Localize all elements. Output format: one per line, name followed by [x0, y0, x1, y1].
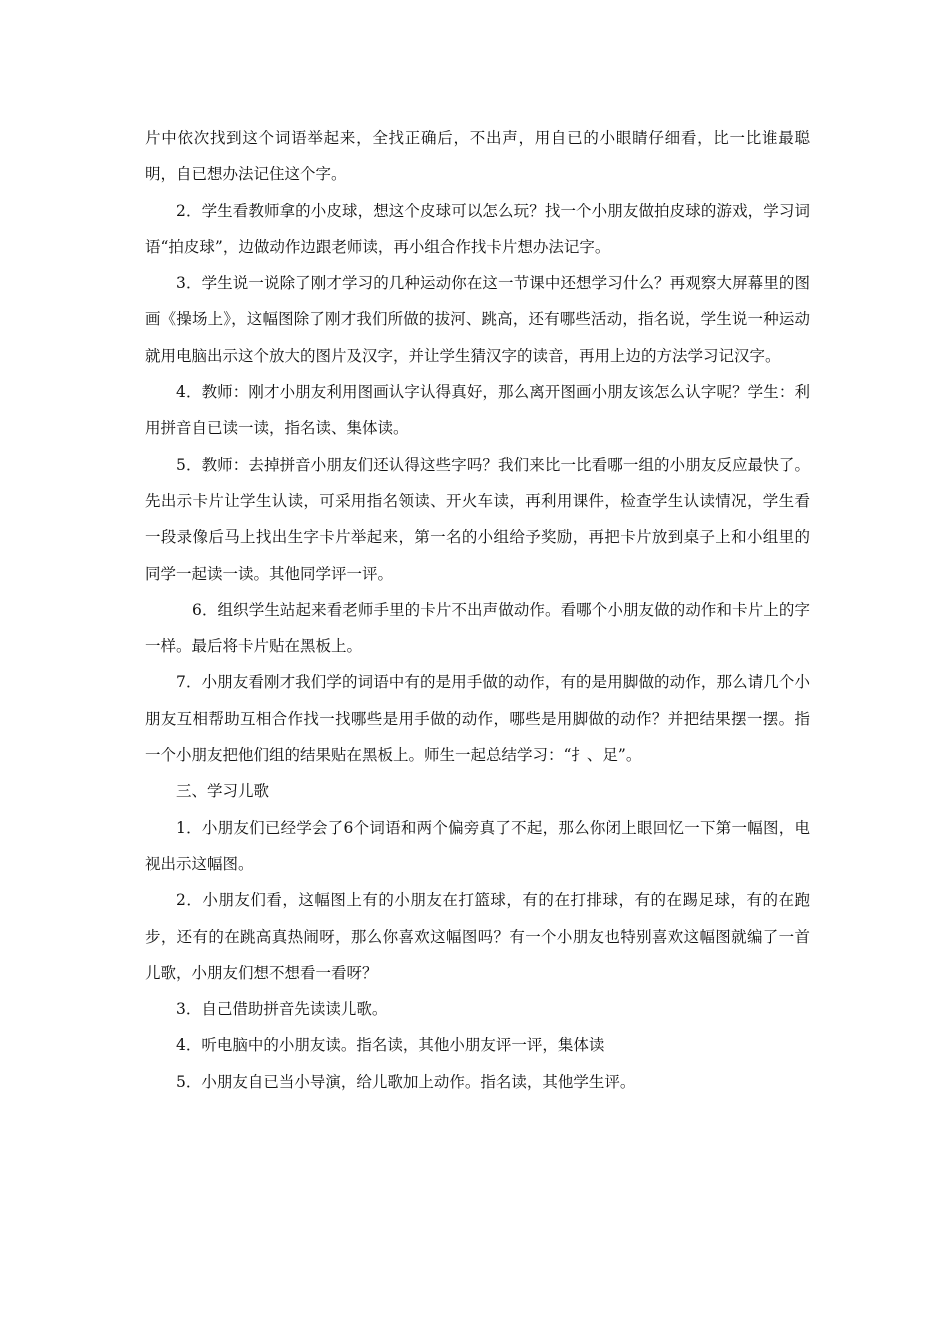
paragraph-song-4: 4．听电脑中的小朋友读。指名读，其他小朋友评一评，集体读 [176, 1036, 605, 1055]
paragraph-step-5: 5．教师：去掉拼音小朋友们还认得这些字吗？我们来比一比看哪一组的小朋友反应最快了。先出示卡片让学生认读，可采用指名领读、开火车读，再利用课件，检查学生认读情况，学生看一段录像后马上找出生字卡片举起来，第一名的小组给予奖励，再把卡片放到桌子上和小组里的同学一起读一读。其他同学评一评。 [145, 455, 810, 583]
paragraph-step-6: 6．组织学生站起来看老师手里的卡片不出声做动作。看哪个小朋友做的动作和卡片上的字一样。最后将卡片贴在黑板上。 [145, 600, 810, 656]
paragraph-continuation: 片中依次找到这个词语举起来，全找正确后，不出声，用自已的小眼睛仔细看，比一比谁最聪明，自已想办法记住这个字。 [145, 129, 810, 184]
paragraph-song-3: 3．自己借助拼音先读读儿歌。 [176, 1000, 388, 1019]
document-body [145, 120, 810, 1100]
paragraph-step-2: 2．学生看教师拿的小皮球，想这个皮球可以怎么玩？找一个小朋友做拍皮球的游戏，学习词语“拍皮球”，边做动作边跟老师读，再小组合作找卡片想办法记字。 [145, 201, 810, 256]
paragraph-song-5: 5．小朋友自已当小导演，给儿歌加上动作。指名读，其他学生评。 [176, 1072, 636, 1091]
paragraph-song-2: 2．小朋友们看，这幅图上有的小朋友在打篮球，有的在打排球，有的在踢足球，有的在跑步，还有的在跳高真热闹呀，那么你喜欢这幅图吗？有一个小朋友也特别喜欢这幅图就编了一首儿歌，小朋友们想不想看一看呀？ [145, 891, 810, 982]
paragraph-step-4: 4．教师：刚才小朋友利用图画认字认得真好，那么离开图画小朋友该怎么认字呢？学生：利用拼音自已读一读，指名读、集体读。 [145, 383, 810, 438]
paragraph-step-7: 7．小朋友看刚才我们学的词语中有的是用手做的动作，有的是用脚做的动作，那么请几个小朋友互相帮助互相合作找一找哪些是用手做的动作，哪些是用脚做的动作？并把结果摆一摆。指一个小朋友把他们组的结果贴在黑板上。师生一起总结学习：“扌、足”。 [145, 673, 810, 765]
paragraph-step-3: 3．学生说一说除了刚才学习的几种运动你在这一节课中还想学习什么？再观察大屏幕里的图画《操场上》，这幅图除了刚才我们所做的拔河、跳高，还有哪些活动，指名说，学生说一种运动就用电脑出示这个放大的图片及汉字，并让学生猜汉字的读音，再用上边的方法学习记汉字。 [145, 274, 810, 365]
paragraph-song-1: 1．小朋友们已经学会了6个词语和两个偏旁真了不起，那么你闭上眼回忆一下第一幅图，电视出示这幅图。 [145, 818, 810, 873]
section-heading: 三、学习儿歌 [176, 782, 270, 801]
